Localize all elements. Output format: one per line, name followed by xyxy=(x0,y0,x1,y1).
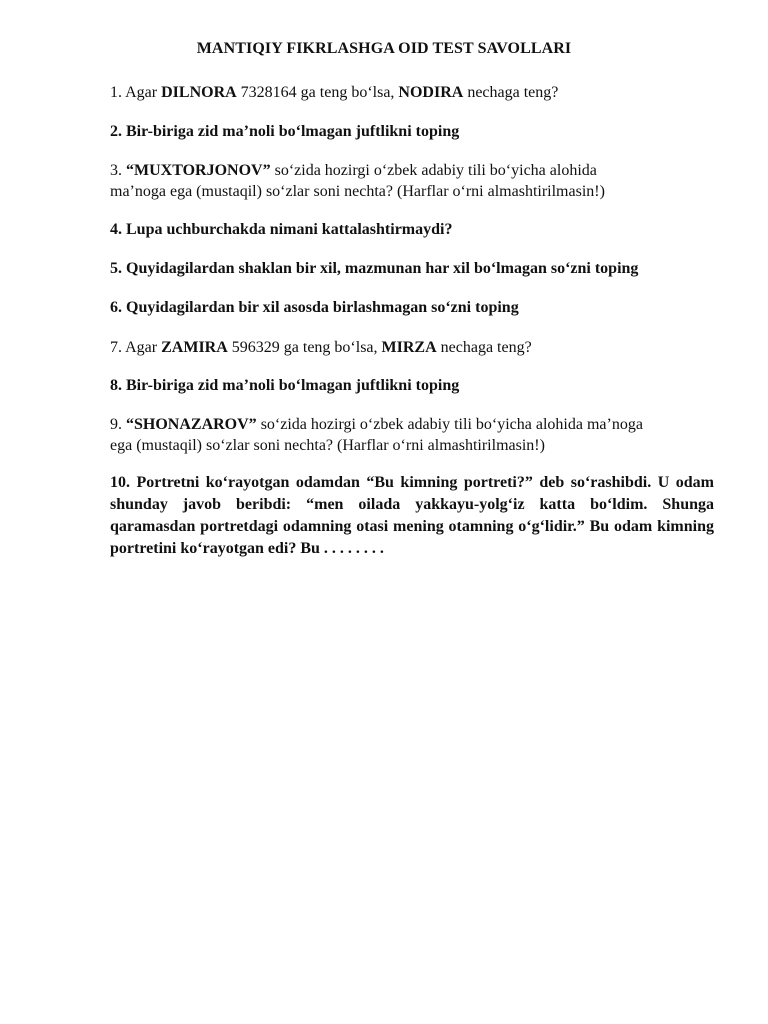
question-7-prefix: 7. Agar xyxy=(110,339,162,356)
question-9-line1-text: so‘zida hozirgi o‘zbek adabiy tili bo‘yicha alohida ma’noga xyxy=(256,416,643,433)
question-7 xyxy=(110,337,714,358)
question-9-line-1 xyxy=(110,414,714,435)
question-7-name-a: ZAMIRA xyxy=(161,339,228,356)
question-5: 5. Quyidagilardan shaklan bir xil, mazmunan har xil bo‘lmagan so‘zni toping xyxy=(110,260,639,277)
question-9-prefix: 9. xyxy=(110,416,126,433)
question-9-line-2: ega (mustaqil) so‘zlar soni nechta? (Harflar o‘rni almashtirilmasin!) xyxy=(110,437,545,454)
question-1-name-a: DILNORA xyxy=(161,84,237,101)
question-3-line-2: ma’noga ega (mustaqil) so‘zlar soni nechta? (Harflar o‘rni almashtirilmasin!) xyxy=(110,183,605,200)
question-1-suffix: nechaga teng? xyxy=(463,84,559,101)
question-7-middle: 596329 ga teng bo‘lsa, xyxy=(227,339,382,356)
question-3-prefix: 3. xyxy=(110,162,126,179)
question-8: 8. Bir-biriga zid ma’noli bo‘lmagan juftlikni toping xyxy=(110,377,460,394)
question-4: 4. Lupa uchburchakda nimani kattalashtirmaydi? xyxy=(110,221,453,238)
question-1-name-b: NODIRA xyxy=(398,84,464,101)
question-2: 2. Bir-biriga zid ma’noli bo‘lmagan juftlikni toping xyxy=(110,123,460,140)
question-1-middle: 7328164 ga teng bo‘lsa, xyxy=(236,84,399,101)
question-9-word: “SHONAZAROV” xyxy=(126,416,257,433)
question-3-line-1 xyxy=(110,160,714,181)
page-title: MANTIQIY FIKRLASHGA OID TEST SAVOLLARI xyxy=(196,40,572,57)
question-9 xyxy=(110,414,714,456)
question-3 xyxy=(110,160,714,202)
question-6: 6. Quyidagilardan bir xil asosda birlashmagan so‘zni toping xyxy=(110,299,519,316)
question-3-word: “MUXTORJONOV” xyxy=(126,162,271,179)
question-7-suffix: nechaga teng? xyxy=(436,339,532,356)
question-1-prefix: 1. Agar xyxy=(110,84,162,101)
question-10: 10. Portretni ko‘rayotgan odamdan “Bu kimning portreti?” deb so‘rashibdi. U odam shunday javob beribdi: “men oilada yakkayu-yolg‘iz katta bo‘ldim. Shunga qaramasdan portretdagi odamning otasi mening otamning o‘g‘lidir.” Bu odam kimning portretini ko‘rayotgan edi? Bu . . . . . . . . xyxy=(110,474,714,557)
question-1 xyxy=(110,82,714,103)
question-7-name-b: MIRZA xyxy=(381,339,437,356)
question-3-line1-text: so‘zida hozirgi o‘zbek adabiy tili bo‘yicha alohida xyxy=(270,162,597,179)
